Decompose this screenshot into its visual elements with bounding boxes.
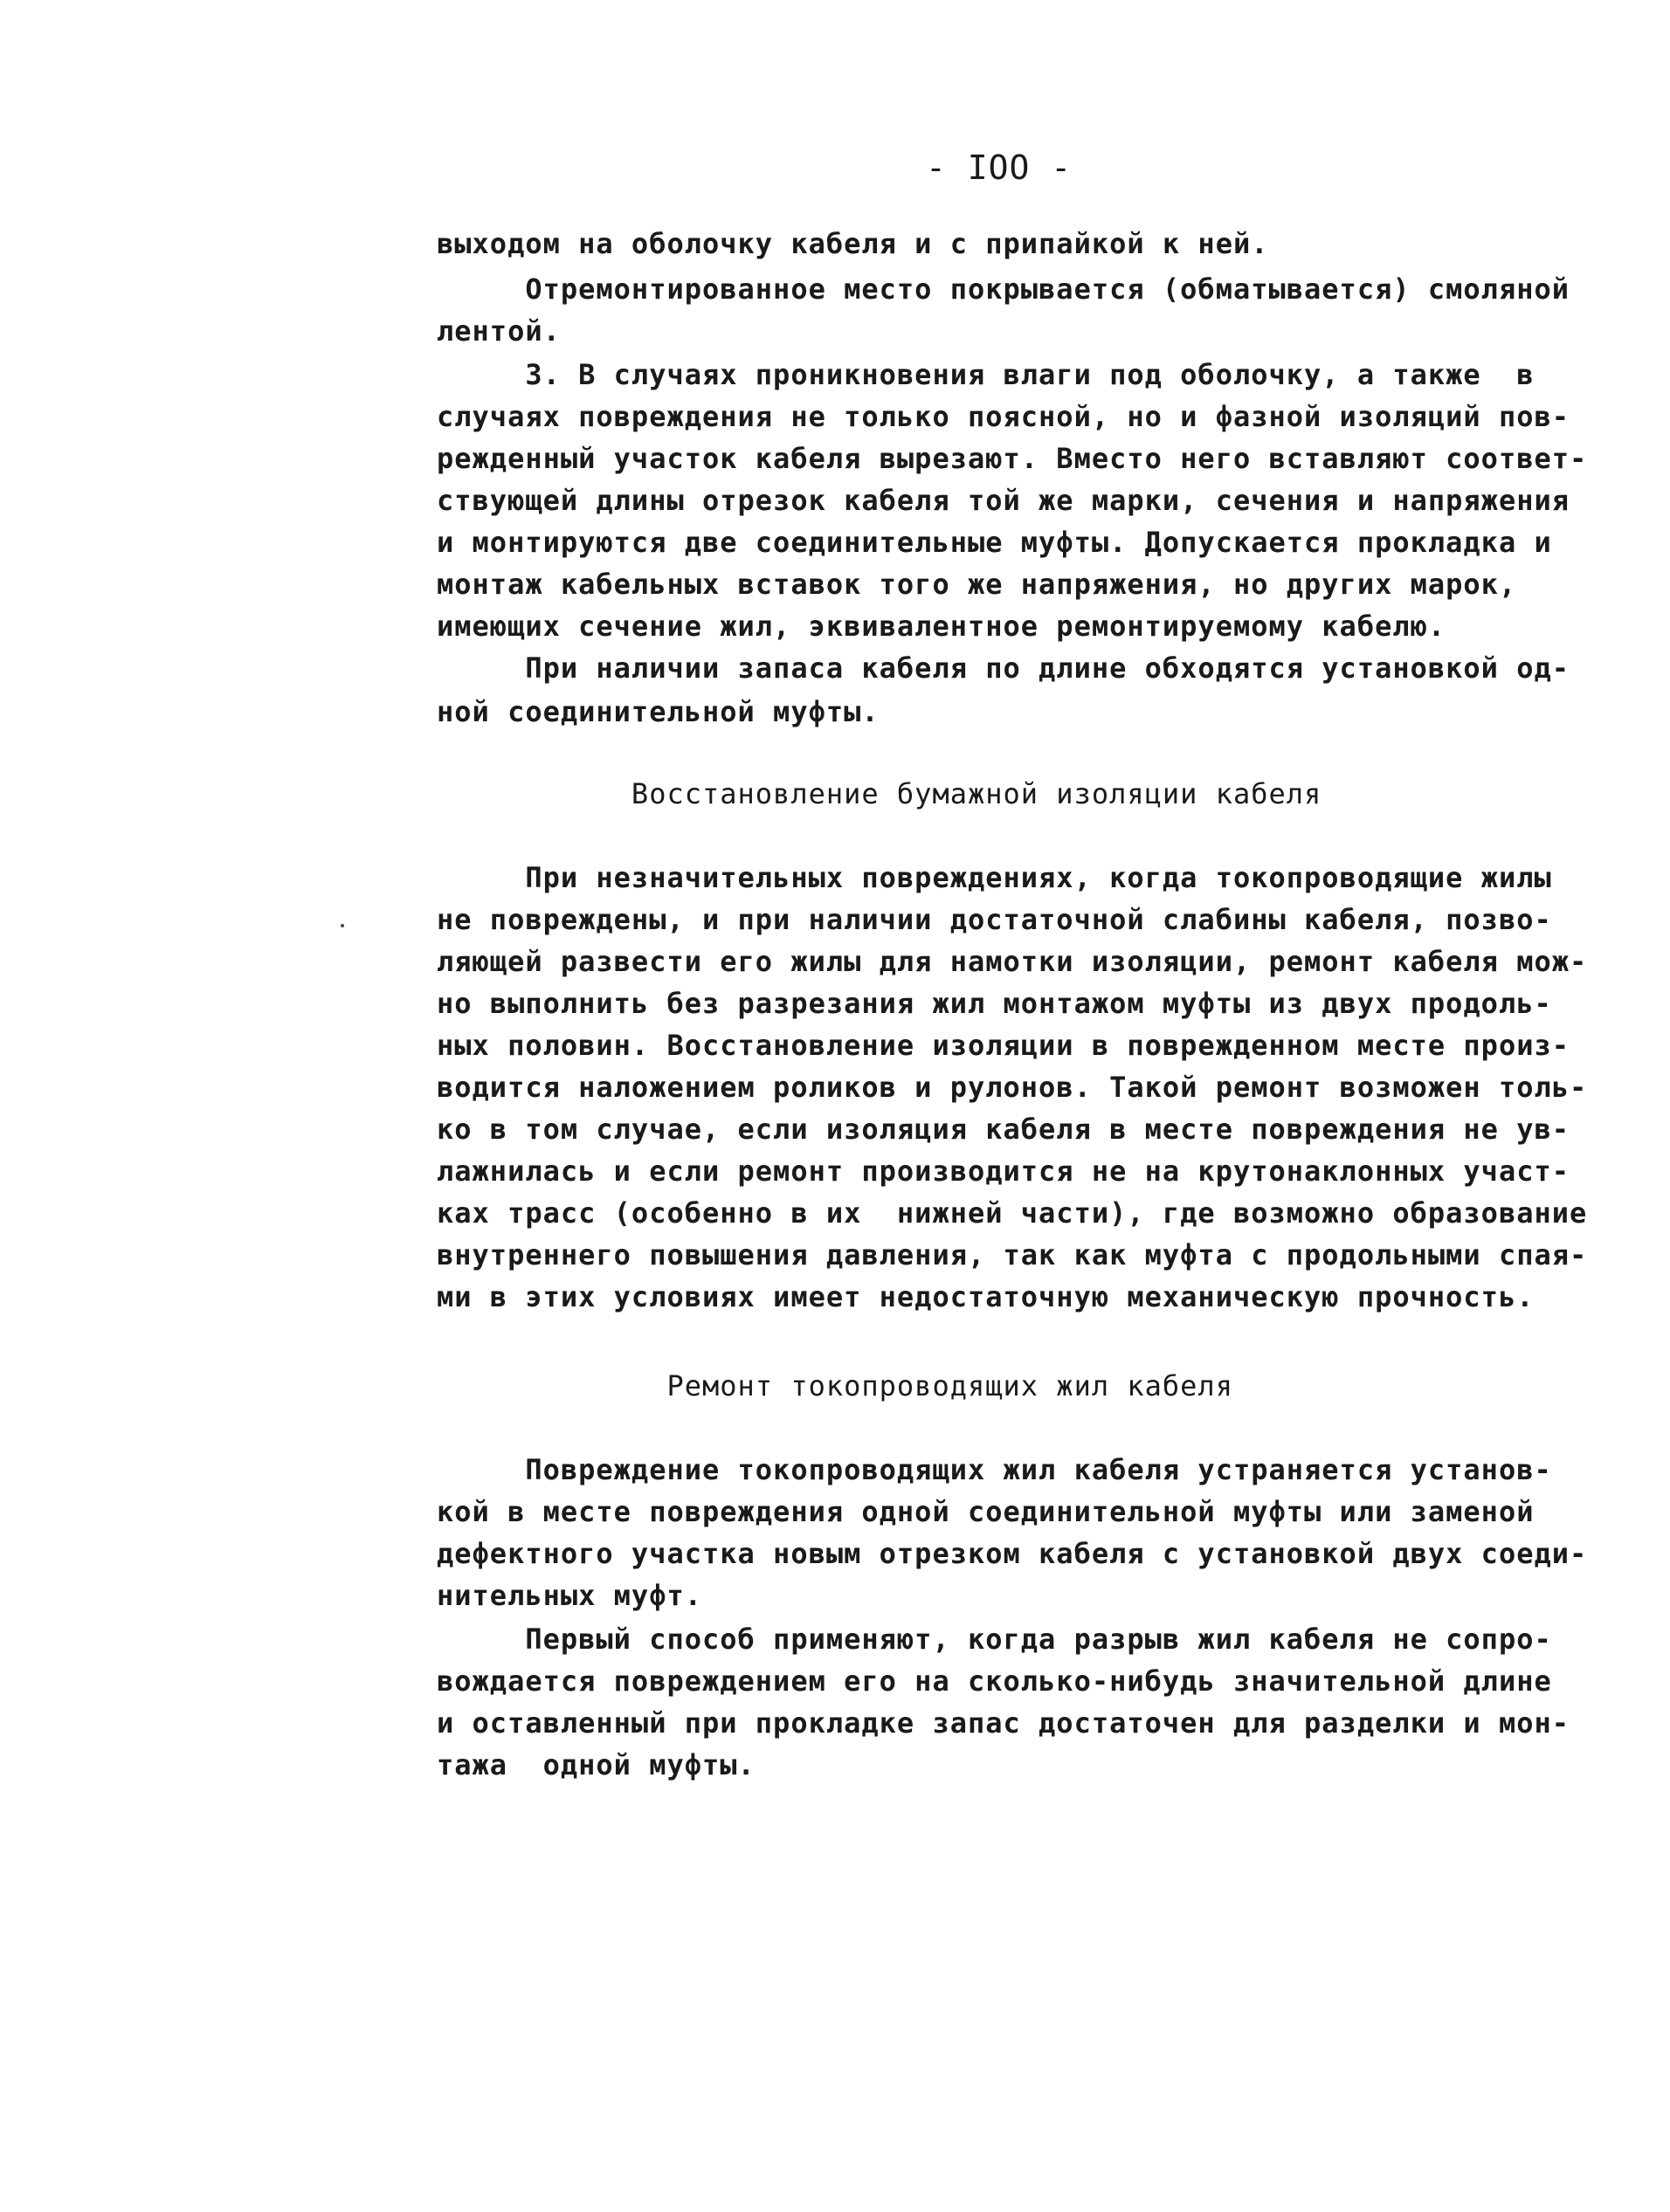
text-line: и оставленный при прокладке запас достаточен для разделки и мон- [437,1706,1570,1740]
text-line: ми в этих условиях имеет недостаточную механическую прочность. [437,1280,1535,1313]
text-line: внутреннего повышения давления, так как муфта с продольными спая- [437,1238,1588,1271]
text-line: 3. В случаях проникновения влаги под оболочку, а также в [437,358,1535,391]
text-line: имеющих сечение жил, эквивалентное ремонтируемому кабелю. [437,610,1446,643]
text-line: ко в том случае, если изоляция кабеля в месте повреждения не ув- [437,1113,1570,1146]
text-line: кой в месте повреждения одной соединительной муфты или заменой [437,1495,1535,1528]
text-line: и монтируются две соединительные муфты. Допускается прокладка и [437,526,1552,559]
text-line: вождается повреждением его на сколько-нибудь значительной длине [437,1664,1552,1698]
text-line: выходом на оболочку кабеля и с припайкой к ней. [437,227,1269,260]
text-line: лажнилась и если ремонт производится не на крутонаклонных участ- [437,1154,1570,1188]
text-line: При незначительных повреждениях, когда токопроводящие жилы [437,861,1552,894]
text-line: При наличии запаса кабеля по длине обходятся установкой од- [437,651,1570,685]
text-line: водится наложением роликов и рулонов. Такой ремонт возможен толь- [437,1071,1588,1104]
text-line: случаях повреждения не только поясной, но и фазной изоляций пов- [437,400,1570,433]
text-line: ствующей длины отрезок кабеля той же марки, сечения и напряжения [437,484,1570,517]
text-line: нительных муфт. [437,1579,702,1612]
text-line: Отремонтированное место покрывается (обматывается) смоляной [437,272,1570,306]
text-line: режденный участок кабеля вырезают. Вместо него вставляют соответ- [437,442,1588,475]
text-line: ках трасс (особенно в их нижней части), где возможно образование [437,1196,1588,1230]
section-heading: Ремонт токопроводящих жил кабеля [437,1369,1233,1402]
scan-dot [341,924,344,927]
text-line: не повреждены, и при наличии достаточной слабины кабеля, позво- [437,903,1552,936]
text-line: Первый способ применяют, когда разрыв жил кабеля не сопро- [437,1623,1552,1656]
section-heading: Восстановление бумажной изоляции кабеля [437,777,1322,810]
text-line: дефектного участка новым отрезком кабеля с установкой двух соеди- [437,1537,1588,1570]
text-line: лентой. [437,314,561,348]
text-line: Повреждение токопроводящих жил кабеля устраняется установ- [437,1453,1552,1486]
text-line: ной соединительной муфты. [437,695,880,728]
text-line: тажа одной муфты. [437,1748,756,1781]
text-line: ляющей развести его жилы для намотки изоляции, ремонт кабеля мож- [437,945,1588,978]
text-line: но выполнить без разрезания жил монтажом муфты из двух продоль- [437,987,1552,1020]
page-number: - IOO - [926,148,1073,187]
text-line: ных половин. Восстановление изоляции в поврежденном месте произ- [437,1029,1570,1062]
text-line: монтаж кабельных вставок того же напряжения, но других марок, [437,568,1517,601]
